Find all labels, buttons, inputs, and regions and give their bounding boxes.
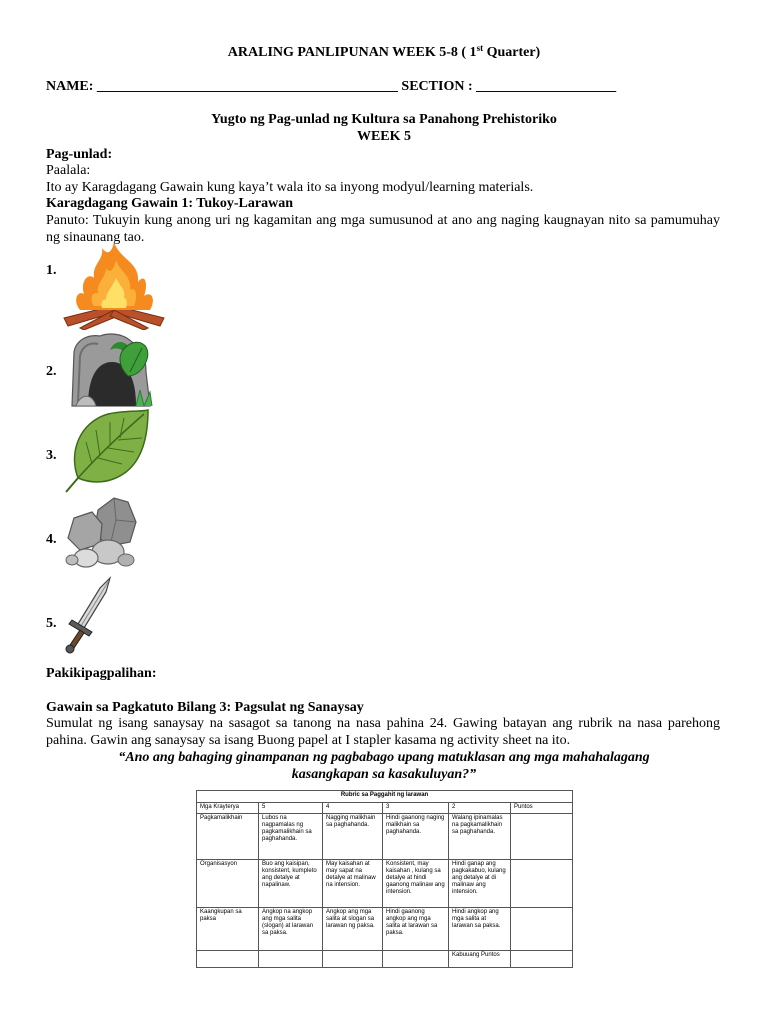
- rubric-cell: Pagkamalikhain: [197, 814, 259, 860]
- lesson-week: WEEK 5: [356, 129, 412, 144]
- rubric-cell: [511, 860, 573, 908]
- rubric-cell: Lubos na nagpamalas ng pagkamalikhain sa paghahanda.: [259, 814, 323, 860]
- rubric-cell: [511, 814, 573, 860]
- rubric-cell: Angkop ang mga salita at slogan sa larawan ng paksa.: [323, 908, 383, 951]
- essay-question-line-1: “Ano ang bahaging ginampanan ng pagbabago upang matuklasan ang mga mahahalagang: [118, 750, 650, 765]
- leaf-icon: [64, 408, 150, 499]
- rubric-cell: Hindi angkop ang mga salita at larawan sa paksa.: [449, 908, 511, 951]
- rubric-cell: Hindi ganap ang pagkakabuo, kulang ang detalye at di malinaw ang intension.: [449, 860, 511, 908]
- item-number-5: 5.: [46, 616, 57, 631]
- rubric-row: [197, 908, 573, 951]
- rubric-cell: Walang ipinamalas na pagkamalikhain sa paghahanda.: [449, 814, 511, 860]
- campfire-icon: [60, 238, 168, 335]
- worksheet-title: ARALING PANLIPUNAN WEEK 5-8 ( 1st Quarter): [227, 43, 541, 60]
- name-section-line: NAME: ___________________________________________ SECTION : ____________________: [46, 79, 617, 94]
- rubric-cell: [259, 951, 323, 968]
- activity-3-instructions: Sumulat ng isang sanaysay na sasagot sa tanong na nasa pahina 24. Gawing batayan ang rubrik na nasa parehong pahina. Gawin ang sanaysay sa isang Buong papel at I stapler kasama ng activity sheet na ito.: [46, 716, 720, 748]
- paalala-note: Ito ay Karagdagang Gawain kung kaya’t wala ito sa inyong modyul/learning materials.: [46, 180, 534, 195]
- essay-question-line-2: kasangkapan sa kasakuluyan?”: [291, 767, 477, 782]
- item-number-3: 3.: [46, 448, 57, 463]
- rubric-cell: Konsistent, may kaisahan , kulang sa detalye at hindi gaanong malinaw ang intension.: [383, 860, 449, 908]
- rubric-cell: May kaisahan at may sapat na detalye at malinaw na intension.: [323, 860, 383, 908]
- pag-unlad-heading: Pag-unlad:: [46, 147, 113, 162]
- cave-icon: [70, 332, 156, 413]
- rubric-cell: Buo ang kaisipan, konsistent, kumpleto ang detalye at napalinaw.: [259, 860, 323, 908]
- rubric-cell: Kaangkupan sa paksa: [197, 908, 259, 951]
- rubric-cell: Organisasyon: [197, 860, 259, 908]
- rubric-header-cell: 5: [259, 803, 323, 814]
- rubric-header-cell: 3: [383, 803, 449, 814]
- rubric-cell: [511, 908, 573, 951]
- pakikipagpalihan-heading: Pakikipagpalihan:: [46, 666, 157, 681]
- rubric-cell: Hindi gaanong naging malikhain sa paghahanda.: [383, 814, 449, 860]
- rubric-row: [197, 814, 573, 860]
- rubric-row: [197, 860, 573, 908]
- activity-1-instructions: Panuto: Tukuyin kung anong uri ng kagamitan ang mga sumusunod at ano ang naging kaugnayan nito sa pamumuhay ng sinaunang tao.: [46, 213, 720, 245]
- rubric-cell: Angkop na angkop ang mga salita (slogan) at larawan sa paksa.: [259, 908, 323, 951]
- rocks-icon: [64, 494, 140, 575]
- rubric-title: Rubric sa Paggahit ng larawan: [197, 791, 573, 803]
- activity-3-title: Gawain sa Pagkatuto Bilang 3: Pagsulat ng Sanaysay: [46, 700, 364, 715]
- rubric-header-row: [197, 803, 573, 814]
- rubric-header-cell: 2: [449, 803, 511, 814]
- rubric-cell: [511, 951, 573, 968]
- rubric-cell: Nagging malikhain sa paghahanda.: [323, 814, 383, 860]
- rubric-table: [196, 790, 573, 968]
- rubric-cell: Hindi gaanong angkop ang mga salita at larawan sa paksa.: [383, 908, 449, 951]
- rubric-cell: [323, 951, 383, 968]
- rubric-cell: Kabuuang Puntos: [449, 951, 511, 968]
- rubric-cell: [383, 951, 449, 968]
- item-number-4: 4.: [46, 532, 57, 547]
- rubric-row: [197, 951, 573, 968]
- rubric-header-cell: Puntos: [511, 803, 573, 814]
- rubric-cell: [197, 951, 259, 968]
- sword-icon: [62, 576, 114, 661]
- lesson-title: Yugto ng Pag-unlad ng Kultura sa Panahong Prehistoriko: [211, 112, 557, 127]
- rubric-header-cell: Mga Krayterya: [197, 803, 259, 814]
- rubric-header-cell: 4: [323, 803, 383, 814]
- item-number-1: 1.: [46, 263, 57, 278]
- item-number-2: 2.: [46, 364, 57, 379]
- paalala-label: Paalala:: [46, 163, 91, 178]
- activity-1-title: Karagdagang Gawain 1: Tukoy-Larawan: [46, 196, 293, 211]
